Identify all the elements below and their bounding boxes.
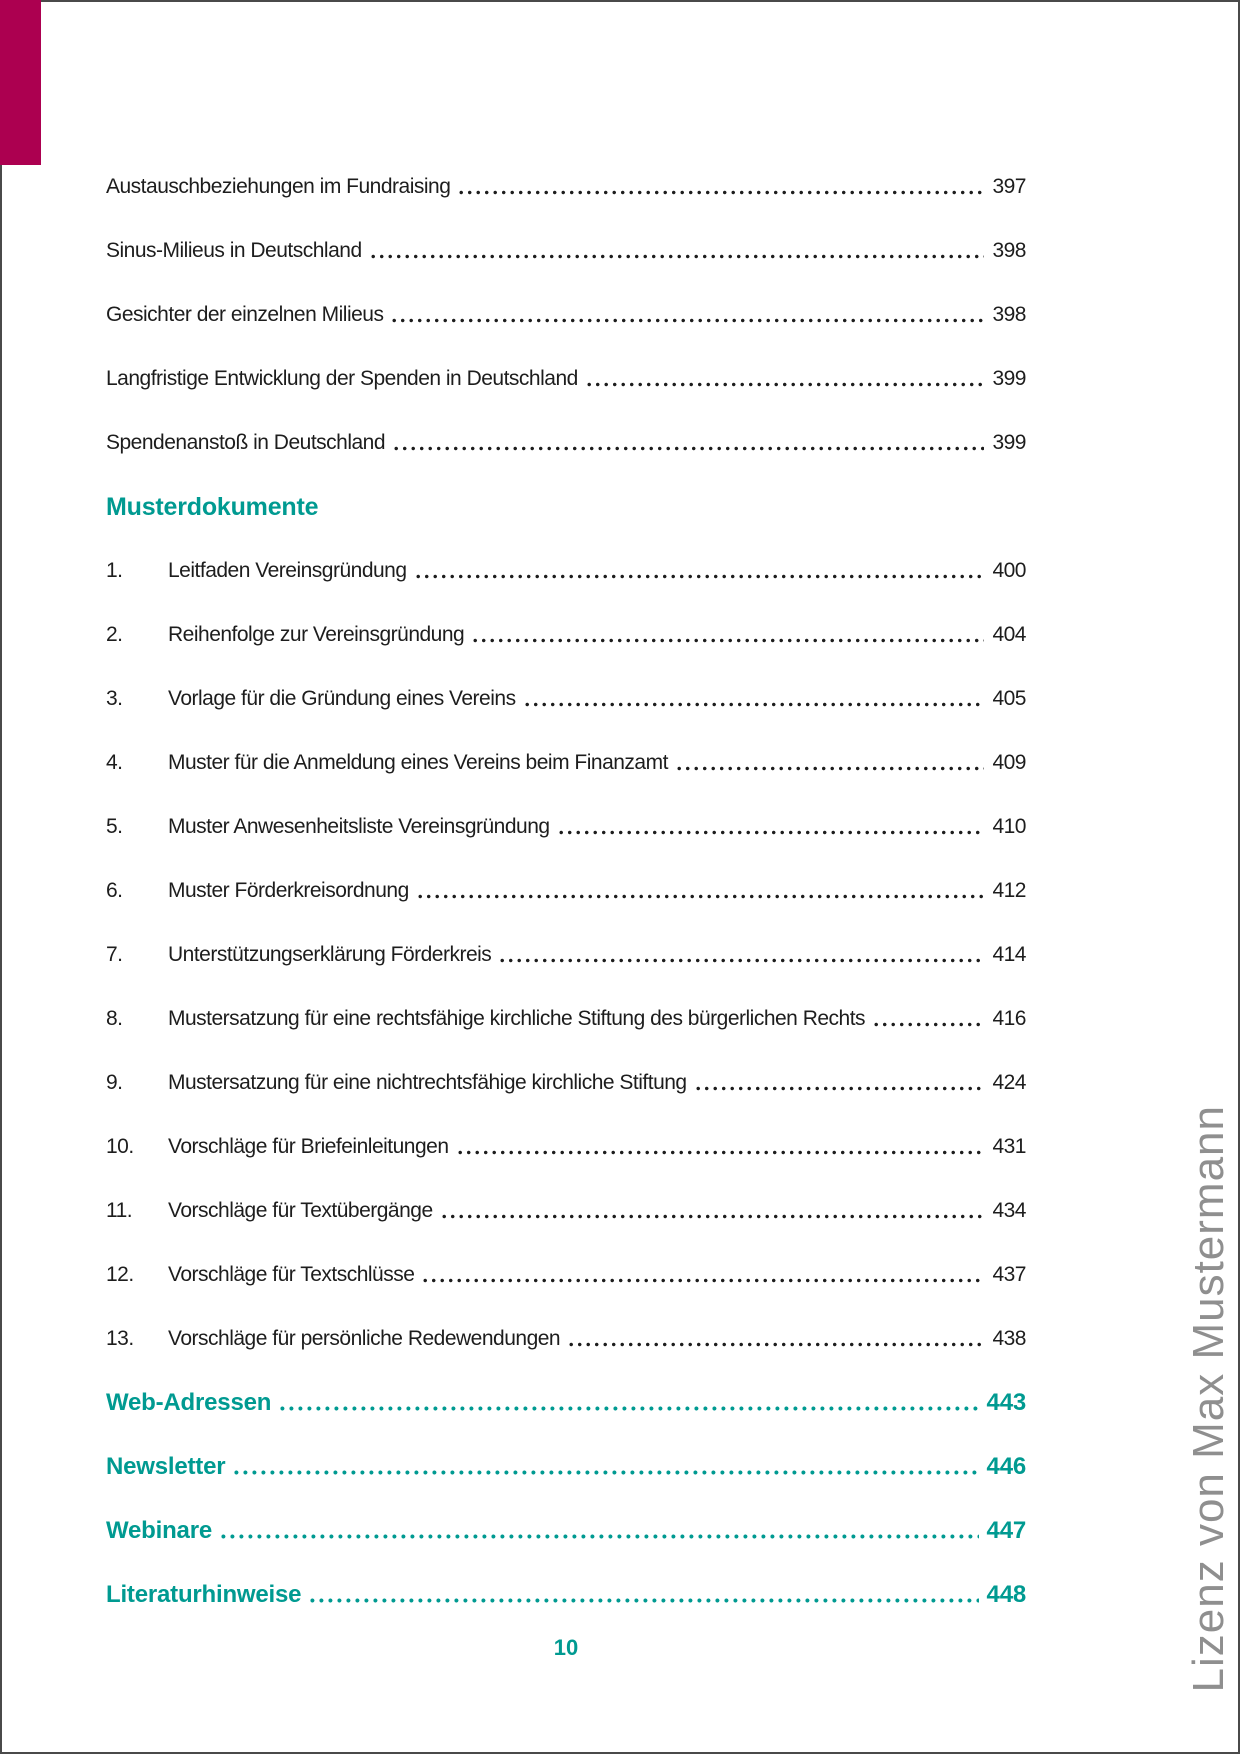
dot-leader bbox=[392, 411, 984, 475]
page-folio bbox=[106, 1627, 1026, 1669]
toc-entry-title: Vorlage für die Gründung eines Vereins bbox=[168, 687, 516, 710]
toc-entry-number: 12. bbox=[106, 1263, 134, 1286]
dot-leader bbox=[585, 347, 985, 411]
toc-entry-number: 8. bbox=[106, 1007, 123, 1030]
toc-entry-page: 434 bbox=[992, 1199, 1026, 1222]
page-number: 10 bbox=[553, 1635, 579, 1660]
toc-entry-title: Vorschläge für persönliche Redewendungen bbox=[168, 1327, 561, 1350]
toc-entry-number: 4. bbox=[106, 751, 123, 774]
toc-entry-title: Vorschläge für Textschlüsse bbox=[168, 1263, 415, 1286]
dot-leader bbox=[523, 667, 985, 731]
toc-entry-page: 409 bbox=[992, 751, 1026, 774]
dot-leader bbox=[675, 731, 985, 795]
toc-entry-number: 11. bbox=[106, 1199, 133, 1222]
dot-leader bbox=[308, 1563, 978, 1627]
toc-entry bbox=[106, 1179, 1026, 1243]
toc-entry-page: 399 bbox=[992, 431, 1026, 454]
toc-entry-title: Web-Adressen bbox=[106, 1389, 272, 1416]
toc-entry-title: Gesichter der einzelnen Milieus bbox=[106, 303, 384, 326]
toc-entry bbox=[106, 1115, 1026, 1179]
toc-entry bbox=[106, 859, 1026, 923]
dot-leader bbox=[369, 219, 985, 283]
dot-leader bbox=[567, 1307, 984, 1371]
dot-leader bbox=[557, 795, 985, 859]
toc-entry bbox=[106, 1563, 1026, 1627]
toc-entry-title: Literaturhinweise bbox=[106, 1581, 302, 1608]
toc-entry-page: 443 bbox=[986, 1389, 1026, 1416]
toc-entry-page: 398 bbox=[992, 303, 1026, 326]
toc-entry-number: 9. bbox=[106, 1071, 123, 1094]
toc-entry-page: 438 bbox=[992, 1327, 1026, 1350]
toc-entry-title: Leitfaden Vereinsgründung bbox=[168, 559, 407, 582]
toc-entry-page: 412 bbox=[992, 879, 1026, 902]
toc-entry-title: Webinare bbox=[106, 1517, 212, 1544]
toc-entry bbox=[106, 1435, 1026, 1499]
section-heading-label: Musterdokumente bbox=[106, 492, 319, 521]
toc-entry-number: 10. bbox=[106, 1135, 134, 1158]
toc-entry bbox=[106, 667, 1026, 731]
toc-entry-number: 13. bbox=[106, 1327, 134, 1350]
dot-leader bbox=[456, 1115, 985, 1179]
toc-entry-title: Muster Förderkreisordnung bbox=[168, 879, 409, 902]
toc-entry-page: 404 bbox=[992, 623, 1026, 646]
toc-entry bbox=[106, 603, 1026, 667]
dot-leader bbox=[872, 987, 984, 1051]
dot-leader bbox=[232, 1435, 978, 1499]
toc-entry bbox=[106, 1307, 1026, 1371]
dot-leader bbox=[694, 1051, 985, 1115]
toc-entry-number: 1. bbox=[106, 559, 123, 582]
toc-entry-title: Mustersatzung für eine rechtsfähige kirchliche Stiftung des bürgerlichen Rechts bbox=[168, 1007, 866, 1030]
toc-entry-page: 405 bbox=[992, 687, 1026, 710]
dot-leader bbox=[219, 1499, 979, 1563]
toc-entry-page: 397 bbox=[992, 175, 1026, 198]
dot-leader bbox=[414, 539, 985, 603]
toc-entry bbox=[106, 411, 1026, 475]
toc-entry-title: Reihenfolge zur Vereinsgründung bbox=[168, 623, 465, 646]
toc-entry bbox=[106, 347, 1026, 411]
toc-entry-title: Muster Anwesenheitsliste Vereinsgründung bbox=[168, 815, 550, 838]
dot-leader bbox=[278, 1371, 978, 1435]
dot-leader bbox=[457, 155, 984, 219]
toc-entry-page: 399 bbox=[992, 367, 1026, 390]
toc-entry-title: Langfristige Entwicklung der Spenden in Deutschland bbox=[106, 367, 578, 390]
toc-entry bbox=[106, 1371, 1026, 1435]
dot-leader bbox=[416, 859, 985, 923]
toc-entry bbox=[106, 219, 1026, 283]
dot-leader bbox=[471, 603, 984, 667]
toc-entry-page: 416 bbox=[992, 1007, 1026, 1030]
toc-entry-title: Unterstützungserklärung Förderkreis bbox=[168, 943, 492, 966]
toc-entry-title: Muster für die Anmeldung eines Vereins beim Finanzamt bbox=[168, 751, 668, 774]
toc-entry-page: 400 bbox=[992, 559, 1026, 582]
toc-entry-page: 410 bbox=[992, 815, 1026, 838]
dot-leader bbox=[421, 1243, 984, 1307]
toc-entry-number: 3. bbox=[106, 687, 123, 710]
toc-entry-title: Spendenanstoß in Deutschland bbox=[106, 431, 386, 454]
toc-entry bbox=[106, 1499, 1026, 1563]
toc-entry bbox=[106, 155, 1026, 219]
toc-entry-page: 448 bbox=[986, 1581, 1026, 1608]
table-of-contents bbox=[106, 155, 1026, 1669]
toc-entry-page: 414 bbox=[992, 943, 1026, 966]
dot-leader bbox=[440, 1179, 985, 1243]
toc-entry-title: Mustersatzung für eine nichtrechtsfähige kirchliche Stiftung bbox=[168, 1071, 687, 1094]
toc-entry bbox=[106, 987, 1026, 1051]
toc-entry-number: 7. bbox=[106, 943, 123, 966]
toc-entry-page: 424 bbox=[992, 1071, 1026, 1094]
dot-leader bbox=[498, 923, 984, 987]
toc-entry bbox=[106, 731, 1026, 795]
toc-entry bbox=[106, 923, 1026, 987]
toc-entry bbox=[106, 283, 1026, 347]
toc-entry-number: 6. bbox=[106, 879, 123, 902]
brand-corner-block bbox=[0, 0, 41, 165]
toc-entry-title: Vorschläge für Briefeinleitungen bbox=[168, 1135, 449, 1158]
license-watermark: Lizenz von Max Mustermann bbox=[1184, 1104, 1233, 1692]
toc-entry bbox=[106, 795, 1026, 859]
toc-entry bbox=[106, 539, 1026, 603]
toc-entry-page: 398 bbox=[992, 239, 1026, 262]
toc-entry bbox=[106, 1051, 1026, 1115]
toc-entry-page: 437 bbox=[992, 1263, 1026, 1286]
toc-entry-page: 446 bbox=[986, 1453, 1026, 1480]
toc-entry-page: 431 bbox=[992, 1135, 1026, 1158]
toc-entry-title: Austauschbeziehungen im Fundraising bbox=[106, 175, 451, 198]
toc-entry-title: Sinus-Milieus in Deutschland bbox=[106, 239, 362, 262]
toc-entry-page: 447 bbox=[986, 1517, 1026, 1544]
toc-entry-title: Vorschläge für Textübergänge bbox=[168, 1199, 433, 1222]
toc-entry-title: Newsletter bbox=[106, 1453, 226, 1480]
toc-entry-number: 5. bbox=[106, 815, 123, 838]
toc-entry-number: 2. bbox=[106, 623, 123, 646]
dot-leader bbox=[390, 283, 984, 347]
toc-entry bbox=[106, 1243, 1026, 1307]
section-heading bbox=[106, 475, 1026, 539]
